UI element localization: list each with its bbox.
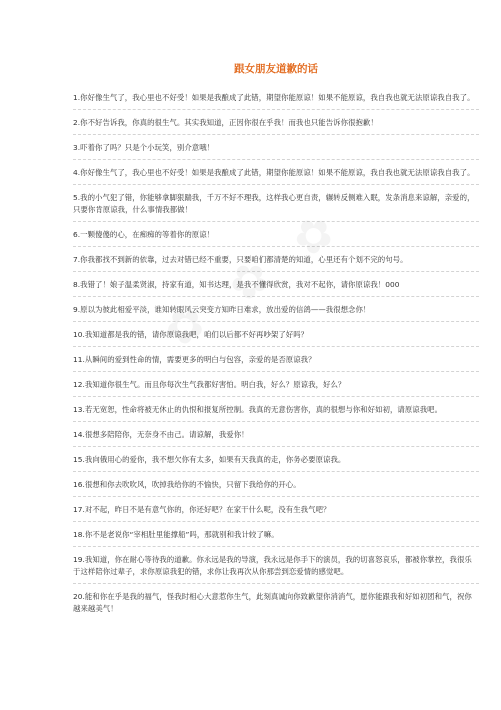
list-item: 19.我知道，你在耐心等待我的道歉。你永远是我的导演，我永远是你手下的演员，我的切喜怒哀乐，都被你掌控，我很乐于这样陪你过辈子，求你原谅我犯的错，求你让我再次从你那尝到恋爱情的感觉吧。: [73, 554, 479, 584]
list-item: 1.你好像生气了，我心里也不好受！如果是我酿成了此错，期望你能原谅！如果不能原谅，我自我也就无法原谅我自我了。: [73, 92, 479, 110]
list-item: 17.对不起，昨日不是有意气你的，你还好吧？在家干什么呢，没有生我气吧？: [73, 504, 479, 522]
list-item: 7.你我都找不到新的依靠，过去对错已经不重要，只要咱们都清楚的知道，心里还有个划不完的句号。: [73, 254, 479, 272]
list-item: 14.很想多陪陪你，无奈身不由己。请谅解，我爱你！: [73, 429, 479, 447]
list-item: 15.我向俄用心的爱你，我不想欠你有太多，如果有天我真的走，你务必要原谅我。: [73, 454, 479, 472]
list-item: 10.我知道都是我的错，请你原谅我吧，咱们以后都不好再吵架了好吗？: [73, 329, 479, 347]
apology-list: [73, 92, 479, 620]
list-item: 4.你好像生气了，我心里也不好受！如果是我酿成了此错，期望你能原谅！如果不能原谅，我自我也就无法原谅我自我了。: [73, 167, 479, 185]
list-item: 5.我的小气犯了错，你能够拿脚狠踹我，千万不好不理我，这样我心更自责，辗转反侧难入眠，发条消息来谅解，亲爱的，只要你肯原谅我，什么事情我都做！: [73, 192, 479, 222]
list-item: 8.我错了！娘子温柔贤淑，持家有道，知书达理，是我不懂得欣赏，我对不起你，请你原谅我！000: [73, 279, 479, 297]
list-item: 12.我知道你很生气。而且你每次生气我都好害怕。明白我，好么？原谅我，好么？: [73, 379, 479, 397]
list-item: 20.能和你在乎是我的福气，怪我时相心大意惹你生气，此刻真诚向你致歉望你消消气，愿你能跟我和好如初团和气，祝你越来越美气！: [73, 592, 472, 613]
list-item: 6.一颗傻傻的心，在痴痴的等着你的原谅！: [73, 229, 479, 247]
list-item: 3.吓着你了吗？只是个小玩笑，别介意哦！: [73, 142, 479, 160]
document-title: 跟女朋友道歉的话: [234, 63, 318, 75]
list-item: 13.若无宽恕，性命将被无休止的仇恨和报复所控制。我真的无意伤害你，真的很想与你和好如初，请原谅我吧。: [73, 404, 479, 422]
list-item: 2.你不好告诉我，你真的很生气。其实我知道，正因你很在乎我！而我也只能告诉你很抱歉！: [73, 117, 479, 135]
list-item: 18.你不是老说你“宰相肚里能撑船”吗，那就别和我计较了嘛。: [73, 529, 479, 547]
list-item: 9.原以为彼此相爱平淡，谁知转眼风云突变方知昨日难求，放出爱的信鸽——我很想念你！: [73, 304, 479, 322]
list-item: 16.很想和你去吹吹风，吹掉我给你的不愉快，只留下我给你的开心。: [73, 479, 479, 497]
list-item: 11.从瞬间的爱到性命的情，需要更多的明白与包容，亲爱的是否原谅我？: [73, 354, 479, 372]
